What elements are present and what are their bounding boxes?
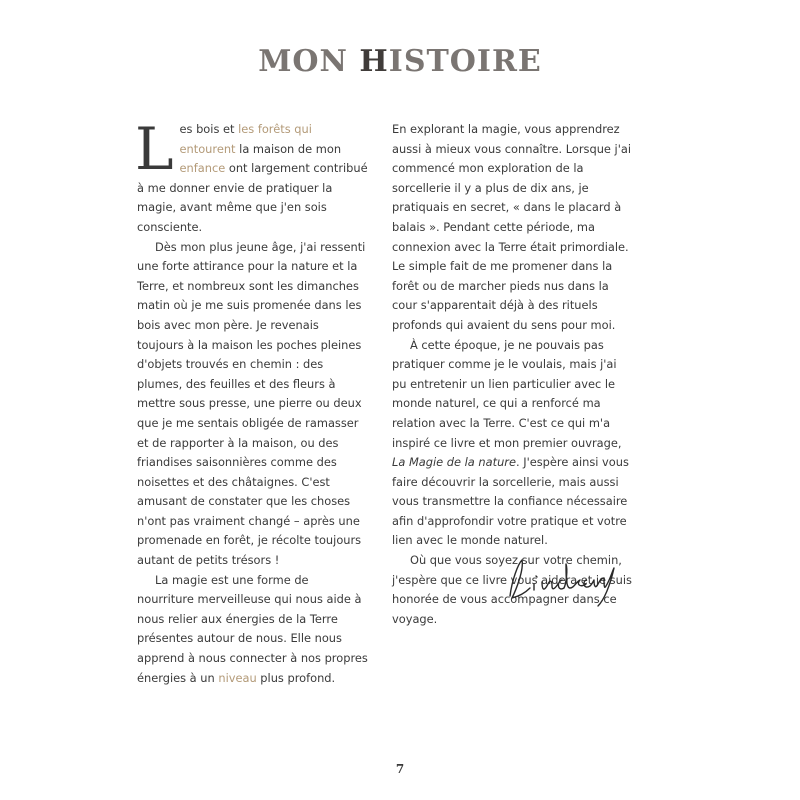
left-p1-accent-2: enfance	[179, 161, 226, 176]
page-number: 7	[395, 762, 405, 776]
page-title-prefix: MON	[258, 44, 360, 79]
right-paragraph-1: En explorant la magie, vous apprendrez aussi à mieux vous connaître. Lorsque j'ai commencé mon exploration de la sorcellerie il y a plus de dix ans, je pratiquais en secret, « dans le placard à balais ». Pendant cette période, ma connexion avec la Terre était primordiale. Le simple fait de me promener dans la forêt ou de marcher pieds nus dans la cour s'apparentait déjà à des rituels profonds qui avaient du sens pour moi.	[392, 122, 632, 332]
left-paragraph-2: Dès mon plus jeune âge, j'ai ressenti une forte attirance pour la nature et la Terre, et nombreux sont les dimanches matin où je me suis promenée dans les bois avec mon père. Je revenais toujours à la maison les poches pleines d'objets trouvés en chemin : des plumes, des feuilles et des fleurs à mettre sous presse, une pierre ou deux que je me sentais obligée de ramasser et de rapporter à la maison, ou des friandises saisonnières comme des noisettes et des châtaignes. C'est amusant de constater que les choses n'ont pas vraiment changé – après une promenade en forêt, je récolte toujours autant de petits trésors !	[137, 239, 366, 568]
left-p1-text-a: es bois et	[179, 122, 239, 136]
left-column	[135, 115, 369, 688]
left-p1-accent: les forêts qui entourent	[179, 122, 312, 156]
right-p2-text-b: . J'espère ainsi vous faire découvrir la sorcellerie, mais aussi vous transmettre la confiance nécessaire afin d'approfondir votre pratique et votre lien avec le monde naturel.	[392, 455, 629, 548]
left-p3-text-a: La magie est une forme de nourriture merveilleuse qui nous aide à nous relier aux énergies de la Terre présentes autour de nous. Elle nous apprend à nous connecter à nos propres énergies à un	[137, 572, 368, 685]
right-paragraph-2	[392, 336, 632, 552]
page-title	[0, 44, 800, 79]
left-p3-accent: niveau	[218, 670, 257, 685]
left-paragraph-1	[135, 115, 369, 238]
right-p2-text-a: À cette époque, je ne pouvais pas pratiquer comme je le voulais, mais j'ai pu entretenir un lien particulier avec le monde naturel, ce qui a renforcé ma relation avec la Terre. C'est ce qui m'a inspiré ce livre et mon premier ouvrage,	[392, 337, 622, 450]
left-paragraph-3	[137, 571, 369, 689]
left-p1-text-b: la maison de mon	[235, 141, 342, 156]
left-p1-text-c: ont largement contribué à me donner envie de pratiquer la magie, avant même que j'en sois consciente.	[137, 161, 368, 234]
right-paragraph-3: Où que vous soyez sur votre chemin, j'espère que ce livre vous aidera et je suis honorée de vous accompagner dans ce voyage.	[392, 553, 632, 626]
drop-cap: L	[135, 115, 174, 183]
book-title: La Magie de la nature	[392, 455, 516, 470]
page-title-initial: H	[359, 44, 389, 79]
handwritten-signature	[500, 550, 630, 610]
page-title-rest: ISTOIRE	[388, 44, 542, 79]
left-p3-text-b: plus profond.	[256, 670, 336, 685]
